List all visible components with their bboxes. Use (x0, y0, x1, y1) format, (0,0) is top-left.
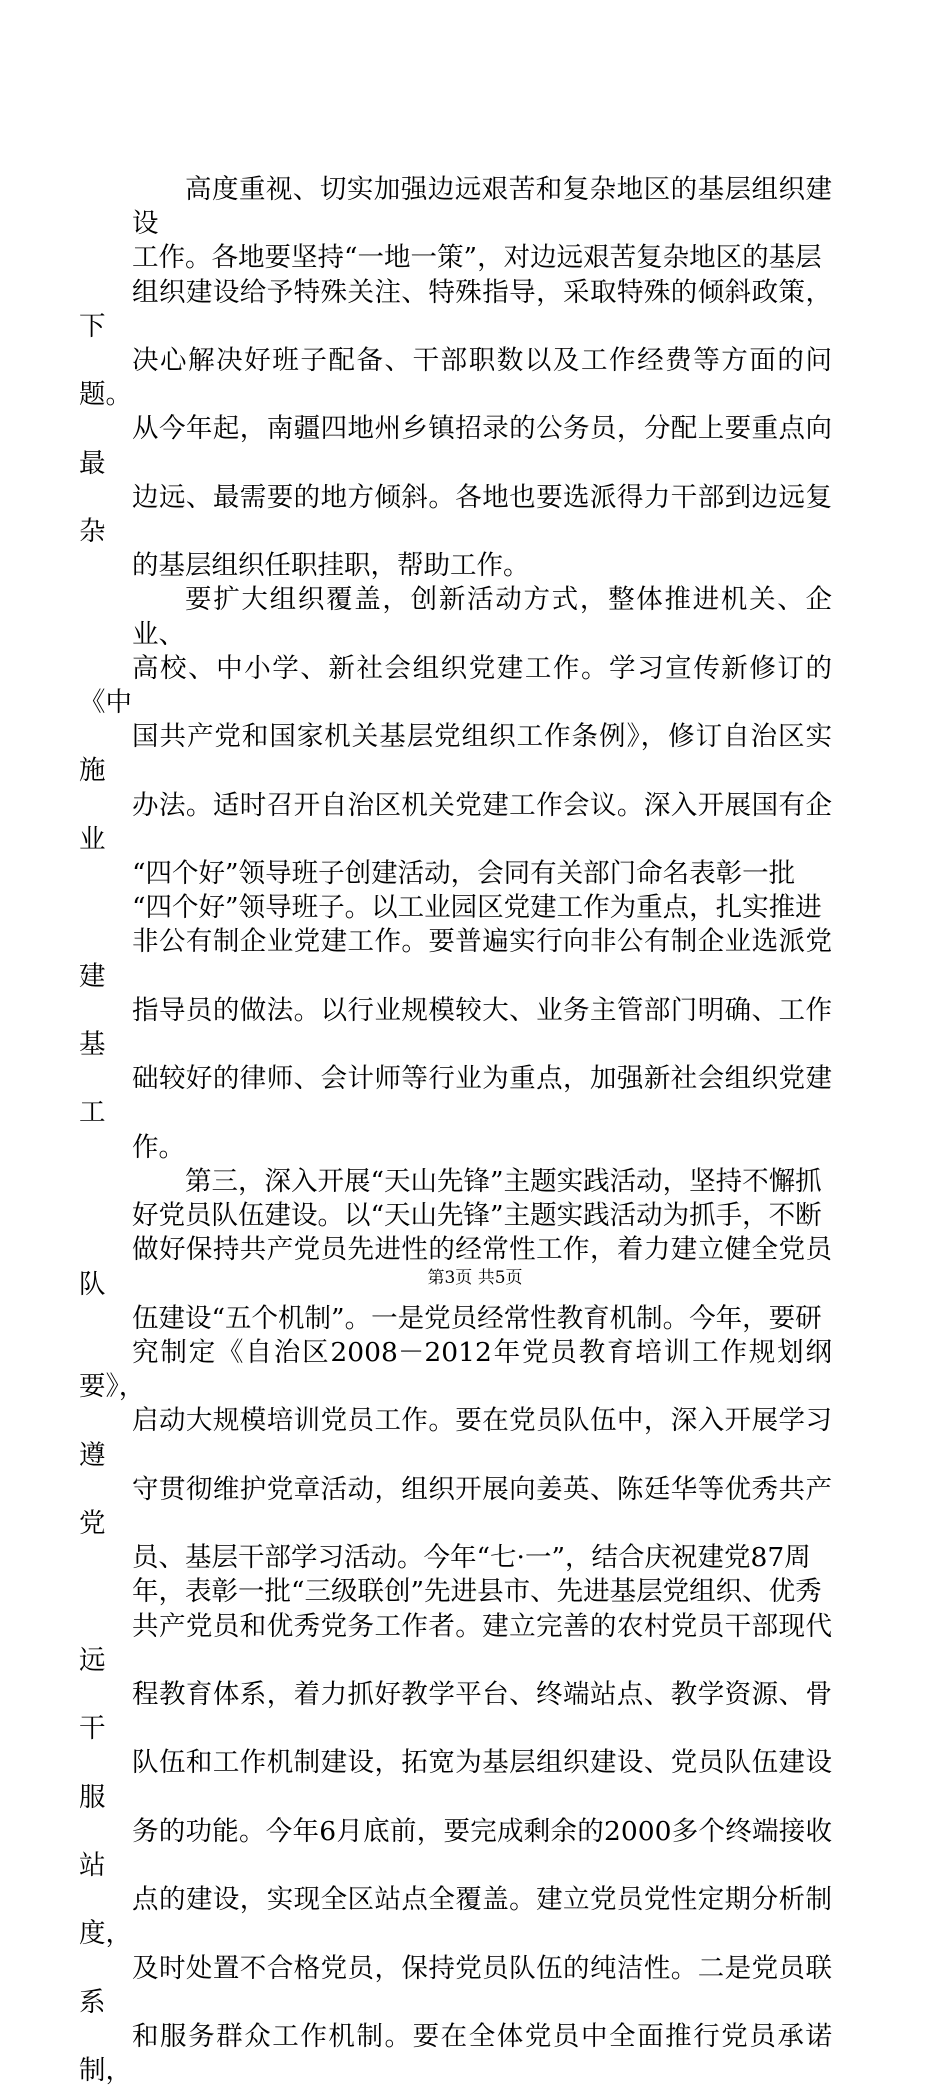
text-line: 高校、中小学、新社会组织党建工作。学习宣传新修订的《中 (79, 652, 832, 719)
text-line: 点的建设，实现全区站点全覆盖。建立党员党性定期分析制度， (79, 1884, 832, 1950)
text-line: “四个好”领导班子。以工业园区党建工作为重点，扎实推进 (132, 892, 822, 924)
text-line: 高度重视、切实加强边远艰苦和复杂地区的基层组织建设 (132, 174, 832, 240)
text-line: 和服务群众工作机制。要在全体党员中全面推行党员承诺制， (79, 2020, 832, 2087)
text-line: 工作。各地要坚持“一地一策”，对边远艰苦复杂地区的基层 (132, 242, 822, 274)
text-line: 决心解决好班子配备、干部职数以及工作经费等方面的问题。 (79, 345, 832, 411)
text-line: 究制定《自治区2008－2012年党员教育培训工作规划纲要》， (79, 1336, 832, 1403)
text-line: 的基层组织任职挂职，帮助工作。 (132, 550, 530, 582)
text-line: 守贯彻维护党章活动，组织开展向姜英、陈廷华等优秀共产党 (79, 1473, 832, 1539)
text-line: 第三，深入开展“天山先锋”主题实践活动，坚持不懈抓 (185, 1165, 822, 1197)
document-body (79, 173, 832, 2088)
text-line: 要扩大组织覆盖，创新活动方式，整体推进机关、企业、 (132, 584, 832, 650)
text-line: 共产党员和优秀党务工作者。建立完善的农村党员干部现代远 (79, 1610, 832, 1676)
text-line: 员、基层干部学习活动。今年“七·一”，结合庆祝建党87周 (132, 1542, 811, 1574)
text-line: 作。 (132, 1131, 185, 1163)
page-footer: 第3页 共5页 (427, 1268, 523, 1288)
text-line: 组织建设给予特殊关注、特殊指导，采取特殊的倾斜政策，下 (79, 276, 832, 342)
text-line: 做好保持共产党员先进性的经常性工作，着力建立健全党员队 (79, 1234, 832, 1300)
paragraph-tianshan-pioneer (79, 1165, 832, 2088)
paragraph-remote-areas (79, 173, 832, 583)
text-line: 务的功能。今年6月底前，要完成剩余的2000多个终端接收站 (79, 1815, 832, 1881)
text-line: 启动大规模培训党员工作。要在党员队伍中，深入开展学习遵 (79, 1405, 832, 1471)
text-line: 从今年起，南疆四地州乡镇招录的公务员，分配上要重点向最 (79, 413, 832, 479)
text-line: 础较好的律师、会计师等行业为重点，加强新社会组织党建工 (79, 1063, 832, 1129)
paragraph-organization-coverage (79, 583, 832, 1164)
text-line: 指导员的做法。以行业规模较大、业务主管部门明确、工作基 (79, 994, 832, 1061)
text-line: 国共产党和国家机关基层党组织工作条例》，修订自治区实施 (79, 721, 832, 787)
text-line: 非公有制企业党建工作。要普遍实行向非公有制企业选派党建 (79, 926, 832, 992)
text-line: “四个好”领导班子创建活动，会同有关部门命名表彰一批 (132, 858, 796, 890)
text-line: 办法。适时召开自治区机关党建工作会议。深入开展国有企业 (79, 789, 832, 855)
text-line: 队伍和工作机制建设，拓宽为基层组织建设、党员队伍建设服 (79, 1747, 832, 1813)
text-line: 程教育体系，着力抓好教学平台、终端站点、教学资源、骨干 (79, 1678, 832, 1745)
text-line: 好党员队伍建设。以“天山先锋”主题实践活动为抓手，不断 (132, 1200, 822, 1232)
text-line: 及时处置不合格党员，保持党员队伍的纯洁性。二是党员联系 (79, 1952, 832, 2018)
text-line: 年，表彰一批“三级联创”先进县市、先进基层党组织、优秀 (132, 1576, 822, 1608)
text-line: 伍建设“五个机制”。一是党员经常性教育机制。今年，要研 (132, 1302, 822, 1334)
text-line: 边远、最需要的地方倾斜。各地也要选派得力干部到边远复杂 (79, 481, 832, 548)
